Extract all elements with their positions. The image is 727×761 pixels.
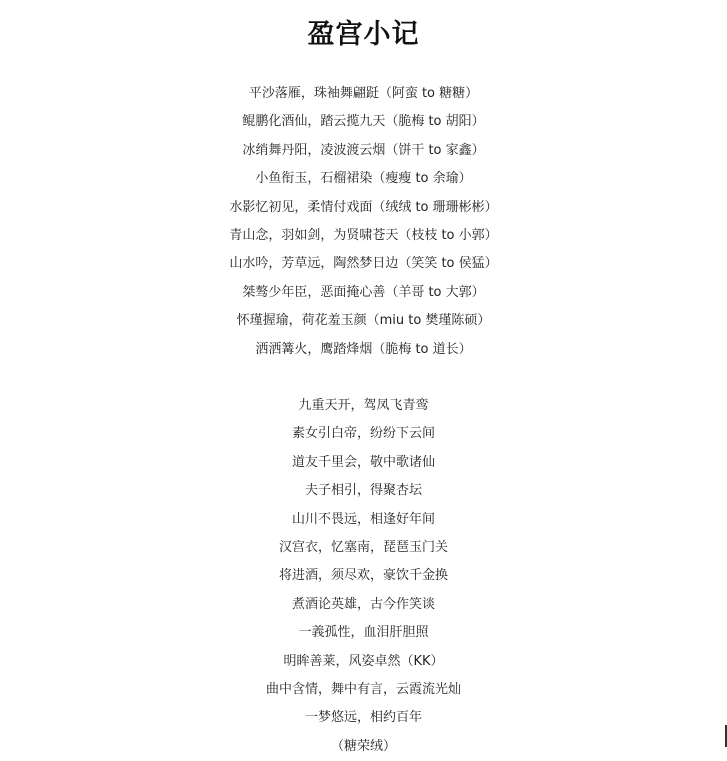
poem-line: 一梦悠远，相约百年 — [304, 710, 422, 726]
dedication-line: 青山念，羽如剑，为贤啸苍天（枝枝 to 小郭） — [229, 227, 498, 243]
poem-line: 素女引白帝，纷纷下云间 — [291, 426, 435, 442]
poem-line: 道友千里会，敬中歌诸仙 — [291, 454, 435, 470]
dedication-line: 冰绡舞丹阳，凌波渡云烟（饼干 to 家鑫） — [242, 142, 485, 158]
poem-signature: （糖荣绒） — [330, 738, 396, 754]
poem-line: 山川不畏远，相逢好年间 — [291, 511, 435, 527]
dedication-line: 平沙落雁，珠袖舞翩跹（阿蛮 to 糖糖） — [248, 86, 479, 101]
poem-line: 九重天开，驾凤飞青鸾 — [298, 398, 429, 413]
poem-line: 曲中含情，舞中有言，云霞流光灿 — [265, 681, 461, 697]
dedication-line: 洒洒篝火，鹰踏烽烟（脆梅 to 道长） — [255, 341, 472, 357]
dedication-line: 桀骜少年臣，恶面掩心善（羊哥 to 大郭） — [242, 284, 485, 300]
page-title: 盈宫小记 — [307, 19, 420, 50]
poem-line: 汉宫衣，忆塞南，琵琶玉门关 — [278, 539, 448, 555]
dedication-line: 怀瑾握瑜，荷花羞玉颜（miu to 樊瑾陈硕） — [236, 313, 491, 329]
dedication-line: 水影忆初见，柔情付戏面（绒绒 to 珊珊彬彬） — [229, 199, 498, 215]
poem-line: 将进酒，须尽欢，豪饮千金换 — [278, 568, 448, 584]
dedication-line: 小鱼衔玉，石榴裙染（瘦瘦 to 余瑜） — [255, 171, 472, 187]
dedication-list — [0, 80, 727, 364]
dedication-line: 鲲鹏化酒仙，踏云揽九天（脆梅 to 胡阳） — [242, 114, 485, 130]
poem-line: 煮酒论英雄，古今作笑谈 — [291, 596, 435, 612]
poem-line: 一義孤性，血泪肝胆照 — [298, 625, 429, 641]
poem-line: 明眸善莱，风姿卓然（KK） — [283, 653, 444, 669]
dedication-line: 山水吟，芳草远，陶然梦日边（笑笑 to 侯猛） — [229, 256, 498, 272]
poem-line: 夫子相引，得聚杏坛 — [304, 483, 422, 499]
poem-list — [0, 392, 727, 761]
